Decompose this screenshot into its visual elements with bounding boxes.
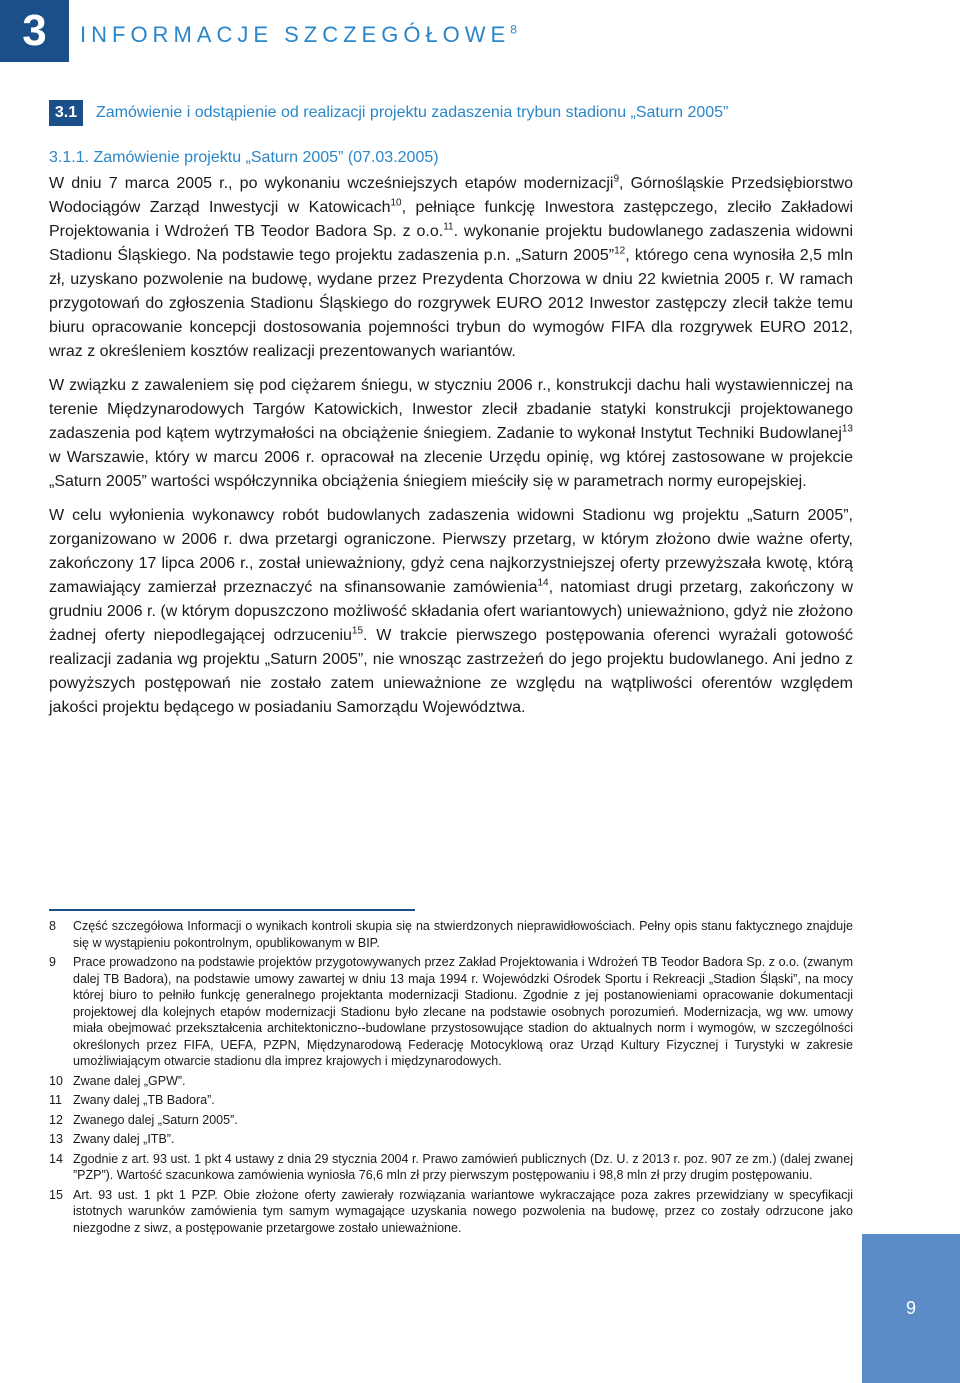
footnote-ref-13[interactable]: 13: [841, 423, 853, 435]
footnote-text: Zwany dalej „TB Badora”.: [73, 1093, 215, 1107]
text-run: W dniu 7 marca 2005 r., po wykonaniu wcześniejszych etapów modernizacji: [49, 175, 614, 192]
footnote-9: [49, 954, 853, 1070]
footnote-ref-15[interactable]: 15: [351, 625, 364, 637]
text-run: w Warszawie, który w marcu 2006 r. opracował na zlecenie Urzędu opinię, wg której zastosowane w projekcie „Saturn 2005” wartości współczynnika obciążenia śniegiem mieściły się w parametrach normy europejskiej.: [49, 449, 853, 490]
footnote-ref-12[interactable]: 12: [614, 245, 626, 257]
footnote-number: 13: [49, 1132, 63, 1146]
paragraph-3: [49, 504, 853, 720]
section-number: 3.1: [49, 100, 83, 126]
text-run: W związku z zawaleniem się pod ciężarem śniegu, w styczniu 2006 r., konstrukcji dachu hali wystawienniczej na terenie Międzynarodowych Targów Katowickich, Inwestor zlecił zbadanie statyki konstrukcji projektowanego zadaszenia pod kątem wytrzymałości na obciążenie śniegiem. Zadanie to wykonał Instytut Techniki Budowlanej: [49, 377, 853, 442]
text-run: , którego cena wynosiła 2,5 mln zł, uzyskano pozwolenie na budowę, wydane przez Prezydenta Chorzowa w dniu 22 kwietnia 2005 r. W ramach przygotowań do zgłoszenia Stadionu Śląskiego do rozgrywek EURO 2012 Inwestor zastępczy zlecił także temu biuru opracowanie koncepcji dostosowania pojemności trybun do wymogów FIFA dla rozgrywek EURO 2012, wraz z określeniem kosztów realizacji prezentowanych wariantów.: [49, 247, 853, 360]
footnote-ref-11[interactable]: 11: [443, 221, 454, 233]
footnote-14: [49, 1151, 853, 1184]
footnotes: [49, 918, 853, 1239]
subsection-title: 3.1.1. Zamówienie projektu „Saturn 2005” (07.03.2005): [49, 149, 439, 166]
footnote-8: [49, 918, 853, 951]
footnote-ref-8[interactable]: 8: [510, 22, 517, 37]
text-run: , Górnośląskie Przedsiębiorstwo Wodociągów Zarząd Inwestycji w Katowicach: [49, 175, 853, 216]
footnote-13: [49, 1131, 853, 1148]
footnote-number: 11: [49, 1093, 62, 1107]
chapter-number: 3: [0, 0, 69, 62]
footnote-10: [49, 1073, 853, 1090]
footnote-ref-14[interactable]: 14: [537, 577, 549, 589]
footnote-number: 15: [49, 1187, 63, 1202]
footnote-number: 8: [49, 919, 56, 933]
text-run: . wykonanie projektu budowlanego zadaszenia widowni Stadionu Śląskiego. Na podstawie tego projektu zadaszenia p.n. „Saturn 2005”: [49, 223, 854, 264]
text-run: , natomiast drugi przetarg, zakończony w grudniu 2006 r. (w którym dopuszczono możliwość składania ofert wariantowych) unieważniono, gdyż nie złożono żadnej oferty niepodlegającej odrzuceniu: [49, 579, 853, 644]
footnote-text: Art. 93 ust. 1 pkt 1 PZP. Obie złożone oferty zawierały rozwiązania wariantowe wykraczające poza zakres przewidziany w specyfikacji istotnych warunków zamówienia tym samym wymagające uzyskania nowego pozwolenia na budowę, przez co zostały odrzucone jako niezgodne z siwz, a postępowanie przetargowe zostało unieważnione.: [73, 1187, 853, 1235]
footnote-11: [49, 1092, 853, 1109]
footnote-text: Prace prowadzono na podstawie projektów przygotowywanych przez Zakład Projektowania i Wdrożeń TB Teodor Badora Sp. z o.o. (zwanym dalej TB Badora), na podstawie umowy zawartej w dniu 13 maja 1994 r. Wojewódzki Ośrodek Sportu i Rekreacji „Stadion Śląski”, na mocy której biuro to pełniło funkcję generalnego projektanta modernizacji Stadionu. Zgodnie z jej postanowieniami opracowanie dokumentacji projektowej dla kolejnych etapów modernizacji Stadionu było zlecane na podstawie osobnych porozumień. Modernizacja, wg ww. umowy miała obejmować przekształcenia architektoniczno--budowlane przystosowujące stadion do aktualnych norm i wymogów, w szczególności określonych przez FIFA, UEFA, PZPN, Międzynarodową Federację Motocyklową oraz Urząd Kultury Fizycznej i Turystyki w zakresie umożliwiającym otwarcie stadionu dla imprez krajowych i międzynarodowych.: [73, 955, 853, 1068]
footnote-number: 14: [49, 1151, 63, 1166]
section-title: Zamówienie i odstąpienie od realizacji projektu zadaszenia trybun stadionu „Saturn 2005”: [96, 104, 729, 121]
footnote-number: 9: [49, 955, 56, 969]
text-run: W celu wyłonienia wykonawcy robót budowlanych zadaszenia widowni Stadionu wg projektu „Saturn 2005”, zorganizowano w 2006 r. dwa przetargi ograniczone. Pierwszy przetarg, w którym złożono dwie ważne oferty, zakończony 17 lipca 2006 r., został unieważniony, gdyż cena najkorzystniejszej oferty przewyższała kwotę, którą zamawiający zamierzał przeznaczyć na sfinansowanie zamówienia: [49, 507, 853, 596]
body-text: [49, 172, 853, 730]
footnote-divider: [49, 909, 415, 911]
paragraph-2: [49, 374, 853, 494]
paragraph-1: [49, 172, 853, 364]
footnote-number: 10: [49, 1073, 63, 1088]
text-run: , pełniące funkcję Inwestora zastępczego, zleciło Zakładowi Projektowania i Wdrożeń TB Teodor Badora Sp. z o.o.: [49, 199, 853, 240]
chapter-title-text: INFORMACJE SZCZEGÓŁOWE: [80, 22, 511, 47]
footnote-15: [49, 1187, 853, 1237]
footnote-ref-10[interactable]: 10: [390, 197, 402, 209]
footnote-text: Część szczegółowa Informacji o wynikach kontroli skupia się na stwierdzonych nieprawidłowościach. Pełny opis stanu faktycznego znajduje się w wystąpieniu pokontrolnym, opublikowanym w BIP.: [73, 919, 853, 950]
page-number: 9: [862, 1234, 960, 1383]
footnote-text: Zgodnie z art. 93 ust. 1 pkt 4 ustawy z dnia 29 stycznia 2004 r. Prawo zamówień publicznych (Dz. U. z 2013 r. poz. 907 ze zm.) (dalej zwanej ”PZP”). Wartość szacunkowa zamówienia wyniosła 76,6 mln zł przy pierwszym postępowaniu i 98,8 mln zł przy drugim postępowaniu.: [73, 1151, 853, 1182]
footnote-ref-9[interactable]: 9: [613, 173, 619, 185]
chapter-title: [80, 22, 517, 48]
text-run: . W trakcie pierwszego postępowania oferenci wyrażali gotowość realizacji zadania wg projektu „Saturn 2005”, nie wnosząc zastrzeżeń do jego projektu budowlanego. Ani jedno z powyższych postępowań nie zostało zatem unieważnione ze względu na wątpliwości oferentów względem jakości projektu będącego w posiadaniu Samorządu Województwa.: [49, 627, 853, 716]
footnote-text: Zwany dalej „ITB”.: [73, 1132, 175, 1146]
footnote-number: 12: [49, 1112, 63, 1127]
footnote-12: [49, 1112, 853, 1129]
footnote-text: Zwane dalej „GPW”.: [73, 1073, 186, 1088]
footnote-text: Zwanego dalej „Saturn 2005”.: [73, 1112, 238, 1127]
